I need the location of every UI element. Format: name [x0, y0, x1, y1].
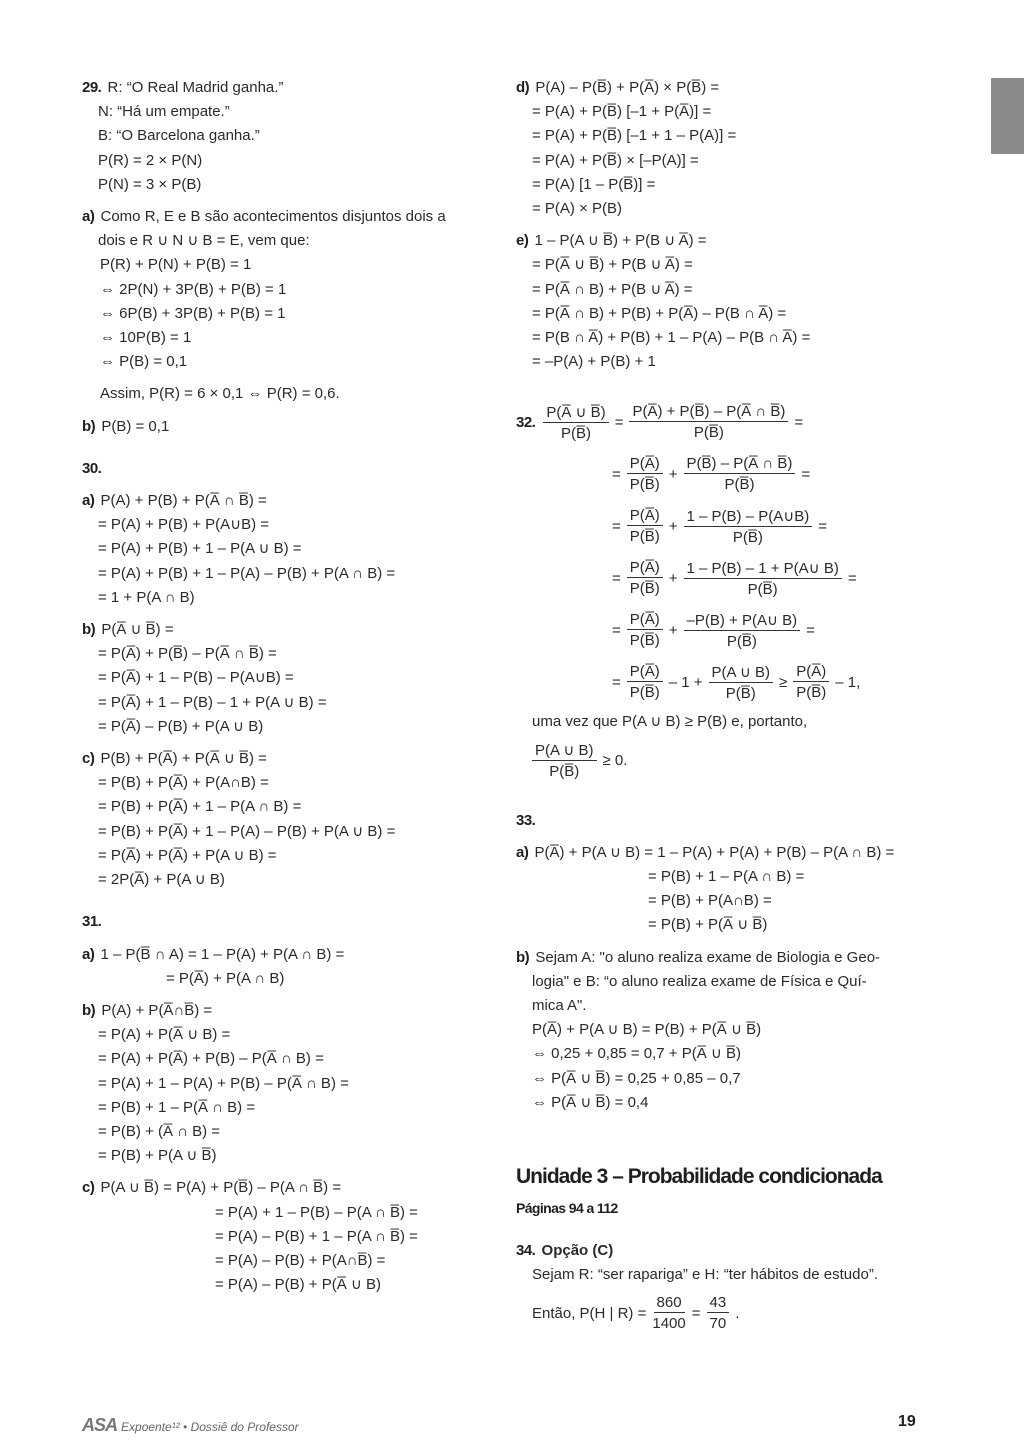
text-line — [82, 278, 492, 302]
text-line — [82, 562, 492, 586]
exercise-33 — [516, 809, 946, 1115]
fraction: $\frac{1 - P(B) - P(A\cup B)}{P(B̅)}$ — [684, 507, 813, 546]
text-line — [82, 771, 492, 795]
line-text: P(A̅) + P(A ∪ B) = 1 – P(A) + P(A) + P(B) – P(A ∩ B) = — [530, 843, 895, 861]
line-text: P(A) – P(B̅) + P(A̅) × P(B̅) = — [531, 79, 720, 96]
text-line — [516, 302, 946, 326]
line-text: = P(A) – P(B) + P(A∩B̅) = — [215, 1251, 386, 1269]
line-text: = P(A) + 1 – P(A) + P(B) – P(A̅ ∩ B) = — [98, 1074, 349, 1092]
line-text: = P(B) + 1 – P(A ∩ B) = — [648, 868, 805, 886]
text-line — [82, 1023, 492, 1047]
line-text: = P(B) + P(A̅) + P(A∩B) = — [98, 774, 269, 792]
text-line — [82, 999, 492, 1023]
text-line — [82, 642, 492, 666]
text-line — [516, 229, 946, 253]
text-line — [82, 691, 492, 715]
text-line — [82, 382, 492, 406]
line-text: ⇔ 6P(B) + 3P(B) + P(B) = 1 — [100, 304, 286, 322]
q32-conclusion: uma vez que P(A ∪ B) ≥ P(B) e, portanto, — [532, 713, 808, 731]
exercise-31-continued — [516, 76, 946, 374]
equals-sign: = — [794, 413, 804, 431]
text-line — [82, 326, 492, 350]
line-text: ⇔ P(A̅ ∪ B̅) = 0,4 — [532, 1093, 649, 1111]
text-line — [82, 124, 492, 148]
q32-row: = $\frac{P(A̅)}{P(B̅)}$ + $\frac{P(B̅) - P(A̅ \cap B̅)}{P(B̅)}$ = — [612, 455, 811, 494]
text-line — [516, 100, 946, 124]
line-text: ⇔ P(A̅ ∪ B̅) = 0,25 + 0,85 – 0,7 — [532, 1069, 741, 1087]
item-label: 30. — [82, 459, 102, 477]
fraction: $\frac{P(A̅)}{P(B̅)}$ — [627, 663, 663, 701]
q32-row: = $\frac{P(A̅)}{P(B̅)}$ + $\frac{1 - P(B) - 1 + P(A\cup B)}{P(B̅)}$ = — [612, 559, 857, 598]
fraction: $\frac{-P(B) + P(A\cup B)}{P(B̅)}$ — [684, 611, 801, 650]
line-text: = P(A̅) + P(B̅) – P(A̅ ∩ B̅) = — [98, 645, 277, 663]
text-line — [516, 889, 946, 913]
left-column — [82, 76, 492, 1297]
text-line — [516, 278, 946, 302]
line-text: = P(A) + P(B̅) [–1 + P(A̅)] = — [532, 103, 712, 121]
page-number: 19 — [898, 1413, 916, 1430]
line-text: = P(A) – P(B) + 1 – P(A ∩ B̅) = — [215, 1227, 418, 1245]
line-text: = P(A) + P(B) + P(A∪B) = — [98, 516, 270, 534]
item-label: b) — [82, 417, 96, 435]
line-text: = P(A̅) – P(B) + P(A ∪ B) — [98, 717, 264, 735]
footer-brand: ASA Expoente¹² • Dossiê do Professor — [82, 1415, 299, 1435]
q34-header: 34. Opção (C) — [516, 1242, 614, 1260]
line-text: = P(B) + P(A∩B) = — [648, 892, 772, 910]
text-line — [82, 820, 492, 844]
line-text: R: “O Real Madrid ganha.” — [103, 79, 284, 96]
line-text: dois e R ∪ N ∪ B = E, vem que: — [98, 232, 310, 250]
line-text: 1 – P(B̅ ∩ A) = 1 – P(A) + P(A ∩ B) = — [96, 945, 345, 963]
item-label: b) — [82, 621, 96, 639]
text-line — [82, 715, 492, 739]
text-line — [82, 415, 492, 439]
text-line — [82, 666, 492, 690]
line-text: = P(A̅) + P(A ∩ B) — [166, 969, 285, 987]
fraction: $\frac{43}{70}$ — [707, 1294, 730, 1332]
item-label: e) — [516, 232, 529, 250]
line-text: = P(A) [1 – P(B̅)] = — [532, 175, 656, 193]
line-text: = P(A) + P(A̅ ∪ B) = — [98, 1026, 231, 1044]
line-text: = P(B) + P(A̅) + 1 – P(A ∩ B) = — [98, 798, 302, 816]
line-text: = P(B) + P(A ∪ B̅) — [98, 1147, 217, 1165]
section-tab-marker — [991, 78, 1024, 154]
line-text: P(A ∪ B̅) = P(A) + P(B̅) – P(A ∩ B̅) = — [96, 1179, 342, 1197]
line-text: = P(A) × P(B) — [532, 200, 623, 218]
fraction: $\frac{P(A̅ \cup B̅)}{P(B̅)}$ — [543, 403, 608, 442]
text-line — [82, 1096, 492, 1120]
item-label: d) — [516, 79, 530, 96]
text-line — [82, 229, 492, 253]
line-text: = –P(A) + P(B) + 1 — [532, 353, 656, 371]
text-line — [82, 489, 492, 513]
line-text: P(B) + P(A̅) + P(A̅ ∪ B̅) = — [96, 750, 267, 768]
unit-heading: Unidade 3 – Probabilidade condicionada — [516, 1165, 882, 1189]
item-label: b) — [516, 948, 530, 966]
line-text: ⇔ 10P(B) = 1 — [100, 329, 192, 347]
line-text: logia" e B: “o aluno realiza exame de Física e Quí- — [532, 972, 867, 990]
line-text: ⇔ P(B) = 0,1 — [100, 353, 188, 371]
text-line — [516, 913, 946, 937]
text-line — [516, 1067, 946, 1091]
text-line — [82, 350, 492, 374]
line-text: = 2P(A̅) + P(A ∪ B) — [98, 871, 225, 889]
text-line — [82, 943, 492, 967]
right-column — [516, 76, 946, 1339]
line-text: P(A̅ ∪ B̅) = — [97, 621, 174, 639]
q32-row — [516, 396, 946, 448]
text-line — [82, 1201, 492, 1225]
q34-definition: Sejam R: “ser rapariga” e H: “ter hábitos de estudo”. — [532, 1266, 878, 1284]
text-line — [516, 994, 946, 1018]
line-text: P(A) + P(B) + P(A̅ ∩ B̅) = — [96, 492, 267, 510]
text-line — [516, 350, 946, 374]
line-text: P(A) + P(A̅∩B̅) = — [97, 1001, 213, 1019]
q32-row: = $\frac{P(A̅)}{P(B̅)}$ + $\frac{-P(B) + P(A\cup B)}{P(B̅)}$ = — [612, 611, 815, 650]
exercise-number: 32. — [516, 413, 536, 431]
text-line — [82, 1176, 492, 1200]
text-line — [516, 197, 946, 221]
line-text: = P(B) + P(A̅) + 1 – P(A) – P(B) + P(A ∪ B) = — [98, 822, 396, 840]
text-line — [82, 302, 492, 326]
text-line — [82, 1225, 492, 1249]
line-text: = P(A̅ ∪ B̅) + P(B ∪ A̅) = — [532, 256, 693, 274]
line-text: = P(A̅ ∩ B) + P(B) + P(A̅) – P(B ∩ A̅) = — [532, 304, 787, 322]
text-line — [516, 1042, 946, 1066]
text-line — [516, 124, 946, 148]
exercise-34 — [516, 1239, 946, 1339]
item-label: b) — [82, 1001, 96, 1019]
text-line — [516, 149, 946, 173]
publisher-logo: ASA — [82, 1415, 118, 1435]
q32-row: = $\frac{P(A̅)}{P(B̅)}$ – 1 + $\frac{P(A \cup B)}{P(B̅)}$ ≥ $\frac{P(A̅)}{P(B̅)}$ – 1, — [612, 663, 861, 702]
text-line — [82, 253, 492, 277]
item-label: a) — [516, 843, 529, 861]
line-text: P(R) = 2 × P(N) — [98, 151, 203, 169]
text-line — [82, 868, 492, 892]
line-text: ⇔ 0,25 + 0,85 = 0,7 + P(A̅ ∪ B̅) — [532, 1045, 742, 1063]
q34-result: Então, P(H | R) = $\frac{860}{1400}$ = $\frac{43}{70}$ . — [532, 1294, 740, 1333]
item-label: 29. — [82, 79, 102, 96]
line-text: ⇔ 2P(N) + 3P(B) + P(B) = 1 — [100, 280, 287, 298]
item-label: a) — [82, 945, 95, 963]
text-line — [82, 747, 492, 771]
line-text: = P(B) + 1 – P(A̅ ∩ B) = — [98, 1098, 256, 1116]
exercise-32 — [516, 396, 946, 786]
text-line — [82, 205, 492, 229]
line-text: mica A". — [532, 997, 587, 1015]
text-line — [82, 967, 492, 991]
line-text: = P(A) + P(B̅) [–1 + 1 – P(A)] = — [532, 127, 737, 145]
line-text: P(R) + P(N) + P(B) = 1 — [100, 256, 252, 274]
line-text: = P(A̅) + 1 – P(B) – P(A∪B) = — [98, 669, 294, 687]
line-text: 1 – P(A ∪ B̅) + P(B ∪ A̅) = — [530, 232, 707, 250]
line-text: B: “O Barcelona ganha.” — [98, 127, 260, 145]
line-text: P(B) = 0,1 — [97, 417, 170, 435]
fraction: $\frac{P(A̅)}{P(B̅)}$ — [627, 559, 663, 597]
fraction: $\frac{P(A \cup B)}{P(B̅)}$ — [532, 741, 597, 780]
fraction: $\frac{860}{1400}$ — [652, 1294, 686, 1333]
text-line — [516, 1018, 946, 1042]
line-text: P(N) = 3 × P(B) — [98, 175, 202, 193]
line-text: N: “Há um empate.” — [98, 103, 230, 121]
fraction: $\frac{P(A̅) + P(B̅) - P(A̅ \cap B̅)}{P(B̅)}$ — [629, 403, 788, 441]
item-label: 31. — [82, 913, 102, 931]
fraction: $\frac{P(A \cup B)}{P(B̅)}$ — [709, 663, 774, 702]
text-line — [82, 1249, 492, 1273]
text-line — [516, 841, 946, 865]
text-line — [82, 76, 492, 100]
text-line — [82, 1273, 492, 1297]
fraction: $\frac{P(A̅)}{P(B̅)}$ — [627, 455, 663, 493]
text-line — [82, 1072, 492, 1096]
line-text: = 1 + P(A ∩ B) — [98, 588, 195, 606]
line-text: = P(A) – P(B) + P(A̅ ∪ B) — [215, 1276, 382, 1294]
equals-sign: = — [614, 413, 624, 431]
text-line — [82, 100, 492, 124]
text-line — [82, 586, 492, 610]
item-label: c) — [82, 1179, 95, 1197]
text-line — [82, 1120, 492, 1144]
text-line — [82, 618, 492, 642]
text-line — [82, 1047, 492, 1071]
line-text: = P(B) + P(A̅ ∪ B̅) — [648, 916, 768, 934]
line-text: Como R, E e B são acontecimentos disjuntos dois a — [96, 208, 446, 226]
line-text: Assim, P(R) = 6 × 0,1 ⇔ P(R) = 0,6. — [100, 385, 340, 403]
text-line — [82, 1144, 492, 1168]
item-label: c) — [82, 750, 95, 768]
line-text: = P(A̅) + P(A̅) + P(A ∪ B) = — [98, 846, 277, 864]
text-line — [516, 76, 946, 100]
pages-range: Páginas 94 a 112 — [516, 1200, 618, 1217]
text-line — [82, 844, 492, 868]
line-text: = P(B) + (A̅ ∩ B) = — [98, 1122, 221, 1140]
line-text: = P(A) + P(B̅) × [–P(A)] = — [532, 151, 699, 169]
text-line — [82, 910, 492, 934]
q32-final: $\frac{P(A \cup B)}{P(B̅)}$ ≥ 0. — [516, 735, 946, 787]
item-label: a) — [82, 208, 95, 226]
line-text: = P(A) + P(B) + 1 – P(A ∪ B) = — [98, 540, 302, 558]
item-label: 33. — [516, 811, 536, 829]
line-text: = P(B ∩ A̅) + P(B) + 1 – P(A) – P(B ∩ A̅) = — [532, 329, 811, 347]
line-text: Sejam A: "o aluno realiza exame de Biologia e Geo- — [531, 948, 881, 966]
text-line — [516, 809, 946, 833]
line-text: = P(A) + P(B) + 1 – P(A) – P(B) + P(A ∩ B) = — [98, 564, 396, 582]
line-text: P(A̅) + P(A ∪ B) = P(B) + P(A̅ ∪ B̅) — [532, 1021, 762, 1039]
text-line — [82, 795, 492, 819]
fraction: $\frac{P(A̅)}{P(B̅)}$ — [627, 611, 663, 649]
text-line — [516, 1091, 946, 1115]
line-text: = P(A) + P(A̅) + P(B) – P(A̅ ∩ B) = — [98, 1050, 324, 1068]
text-line — [516, 946, 946, 970]
text-line — [516, 970, 946, 994]
text-line — [82, 173, 492, 197]
line-text: = P(A̅ ∩ B) + P(B ∪ A̅) = — [532, 280, 693, 298]
fraction: $\frac{P(B̅) - P(A̅ \cap B̅)}{P(B̅)}$ — [684, 455, 796, 493]
text-line — [82, 537, 492, 561]
text-line — [516, 326, 946, 350]
text-line — [82, 149, 492, 173]
fraction: $\frac{P(A̅)}{P(B̅)}$ — [793, 663, 829, 701]
fraction: $\frac{1 - P(B) - 1 + P(A\cup B)}{P(B̅)}$ — [684, 559, 842, 598]
line-text: = P(A) + 1 – P(B) – P(A ∩ B̅) = — [215, 1203, 418, 1221]
text-line — [516, 173, 946, 197]
fraction: $\frac{P(A̅)}{P(B̅)}$ — [627, 507, 663, 545]
q32-row: = $\frac{P(A̅)}{P(B̅)}$ + $\frac{1 - P(B) - P(A\cup B)}{P(B̅)}$ = — [612, 507, 827, 546]
text-line — [82, 457, 492, 481]
text-line — [516, 253, 946, 277]
line-text: = P(A̅) + 1 – P(B) – 1 + P(A ∪ B) = — [98, 693, 327, 711]
text-line — [516, 865, 946, 889]
item-label: a) — [82, 492, 95, 510]
text-line — [82, 513, 492, 537]
